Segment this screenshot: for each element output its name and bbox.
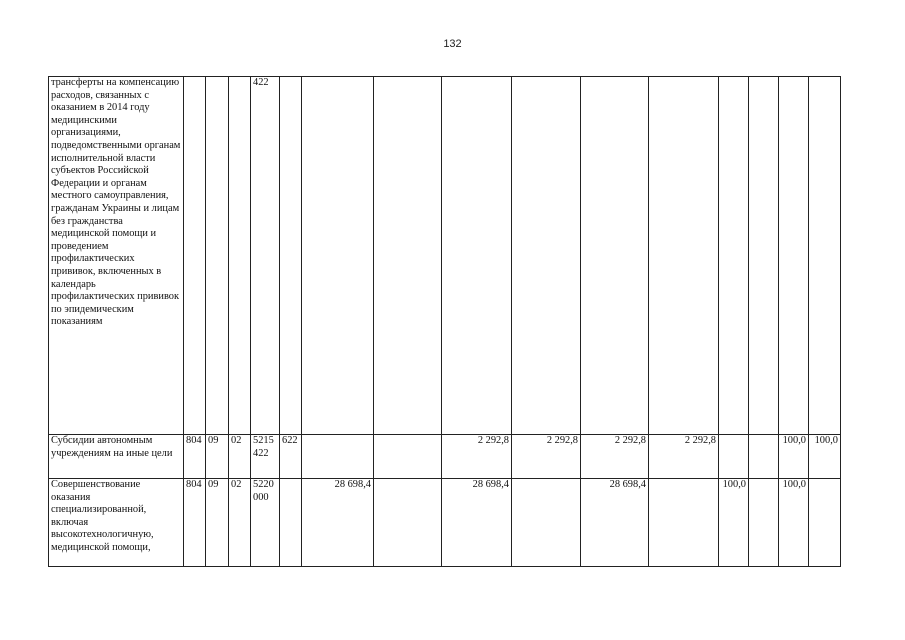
table-row <box>49 479 841 567</box>
row-name-cell: Субсидии автономным учреждениям на иные цели <box>49 435 184 479</box>
percent-4-cell <box>809 77 841 435</box>
amount-3-cell: 2 292,8 <box>442 435 512 479</box>
rz-code-cell: 804 <box>184 479 206 567</box>
pr-code-cell: 09 <box>206 435 229 479</box>
table-row <box>49 77 841 435</box>
amount-4-cell <box>512 479 581 567</box>
amount-4-cell: 2 292,8 <box>512 435 581 479</box>
pr-code-cell: 09 <box>206 479 229 567</box>
percent-1-cell <box>719 435 749 479</box>
amount-2-cell <box>374 435 442 479</box>
table-row <box>49 435 841 479</box>
amount-4-cell <box>512 77 581 435</box>
budget-table <box>48 76 841 567</box>
percent-2-cell <box>749 479 779 567</box>
percent-4-cell: 100,0 <box>809 435 841 479</box>
csr-code-cell: 5215 422 <box>251 435 280 479</box>
amount-5-cell: 28 698,4 <box>581 479 649 567</box>
percent-3-cell: 100,0 <box>779 435 809 479</box>
amount-5-cell: 2 292,8 <box>581 435 649 479</box>
percent-3-cell <box>779 77 809 435</box>
percent-2-cell <box>749 77 779 435</box>
amount-3-cell <box>442 77 512 435</box>
csr-code-cell: 5220 000 <box>251 479 280 567</box>
rz-code-cell: 804 <box>184 435 206 479</box>
amount-1-cell <box>302 77 374 435</box>
percent-1-cell: 100,0 <box>719 479 749 567</box>
amount-1-cell: 28 698,4 <box>302 479 374 567</box>
page-number: 132 <box>443 38 462 50</box>
amount-1-cell <box>302 435 374 479</box>
row-name-cell: трансферты на компенсацию расходов, связанных с оказанием в 2014 году медицинскими организациями, подведомственными органам исполнительной власти субъектов Российской Федерации и органам местного самоуправления, гражданам Украины и лицам без гражданства медицинской помощи и проведением профилактических прививок, включенных в календарь профилактических прививок по эпидемическим показаниям <box>49 77 184 435</box>
amount-6-cell <box>649 479 719 567</box>
row-name-cell: Совершенствование оказания специализированной, включая высокотехнологичную, медицинской помощи, <box>49 479 184 567</box>
pr-code-cell <box>206 77 229 435</box>
csr-code-cell: 422 <box>251 77 280 435</box>
gr-code-cell <box>229 77 251 435</box>
amount-6-cell <box>649 77 719 435</box>
percent-4-cell <box>809 479 841 567</box>
vr-code-cell <box>280 479 302 567</box>
percent-3-cell: 100,0 <box>779 479 809 567</box>
amount-2-cell <box>374 77 442 435</box>
amount-6-cell: 2 292,8 <box>649 435 719 479</box>
percent-2-cell <box>749 435 779 479</box>
percent-1-cell <box>719 77 749 435</box>
amount-5-cell <box>581 77 649 435</box>
vr-code-cell: 622 <box>280 435 302 479</box>
gr-code-cell: 02 <box>229 479 251 567</box>
amount-2-cell <box>374 479 442 567</box>
vr-code-cell <box>280 77 302 435</box>
amount-3-cell: 28 698,4 <box>442 479 512 567</box>
gr-code-cell: 02 <box>229 435 251 479</box>
rz-code-cell <box>184 77 206 435</box>
